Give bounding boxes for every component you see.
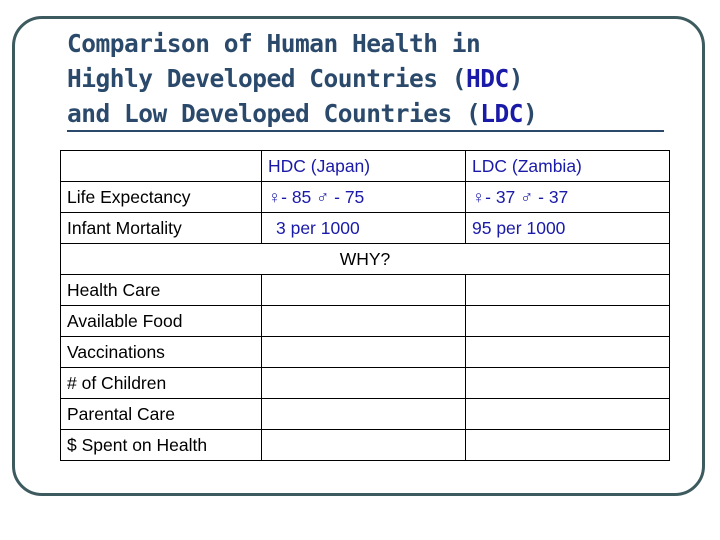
title-line-1: Comparison of Human Health in (67, 29, 481, 58)
factor-ldc-cell[interactable] (466, 430, 670, 461)
title-underline (67, 130, 664, 132)
table-row (61, 337, 670, 368)
factor-health-care: Health Care (61, 275, 262, 306)
factor-hdc-cell[interactable] (262, 337, 466, 368)
factor-hdc-cell[interactable] (262, 430, 466, 461)
table-row (61, 306, 670, 337)
infant-mortality-ldc: 95 per 1000 (466, 213, 670, 244)
factor-available-food: Available Food (61, 306, 262, 337)
life-expectancy-ldc: ♀- 37 ♂ - 37 (466, 182, 670, 213)
factor-ldc-cell[interactable] (466, 337, 670, 368)
slide-title (67, 26, 667, 131)
factor-number-of-children: # of Children (61, 368, 262, 399)
title-line-3: and Low Developed Countries (LDC) (67, 99, 538, 128)
factor-hdc-cell[interactable] (262, 275, 466, 306)
factor-hdc-cell[interactable] (262, 399, 466, 430)
table-row (61, 213, 670, 244)
factor-ldc-cell[interactable] (466, 368, 670, 399)
table-row (61, 182, 670, 213)
table-row (61, 275, 670, 306)
infant-mortality-hdc: 3 per 1000 (262, 213, 466, 244)
factor-ldc-cell[interactable] (466, 399, 670, 430)
table-row (61, 368, 670, 399)
header-ldc: LDC (Zambia) (466, 151, 670, 182)
row-label-life-expectancy: Life Expectancy (61, 182, 262, 213)
table-row (61, 430, 670, 461)
hdc-acronym: HDC (466, 64, 509, 93)
ldc-acronym: LDC (480, 99, 524, 128)
factor-ldc-cell[interactable] (466, 306, 670, 337)
table-header-row (61, 151, 670, 182)
why-label: WHY? (61, 244, 670, 275)
life-expectancy-hdc: ♀- 85 ♂ - 75 (262, 182, 466, 213)
factor-parental-care: Parental Care (61, 399, 262, 430)
header-hdc: HDC (Japan) (262, 151, 466, 182)
table-row (61, 399, 670, 430)
comparison-table (60, 150, 670, 461)
why-row (61, 244, 670, 275)
factor-ldc-cell[interactable] (466, 275, 670, 306)
title-line-2: Highly Developed Countries (HDC) (67, 64, 524, 93)
factor-hdc-cell[interactable] (262, 306, 466, 337)
factor-spent-on-health: $ Spent on Health (61, 430, 262, 461)
header-empty-cell (61, 151, 262, 182)
factor-hdc-cell[interactable] (262, 368, 466, 399)
row-label-infant-mortality: Infant Mortality (61, 213, 262, 244)
factor-vaccinations: Vaccinations (61, 337, 262, 368)
